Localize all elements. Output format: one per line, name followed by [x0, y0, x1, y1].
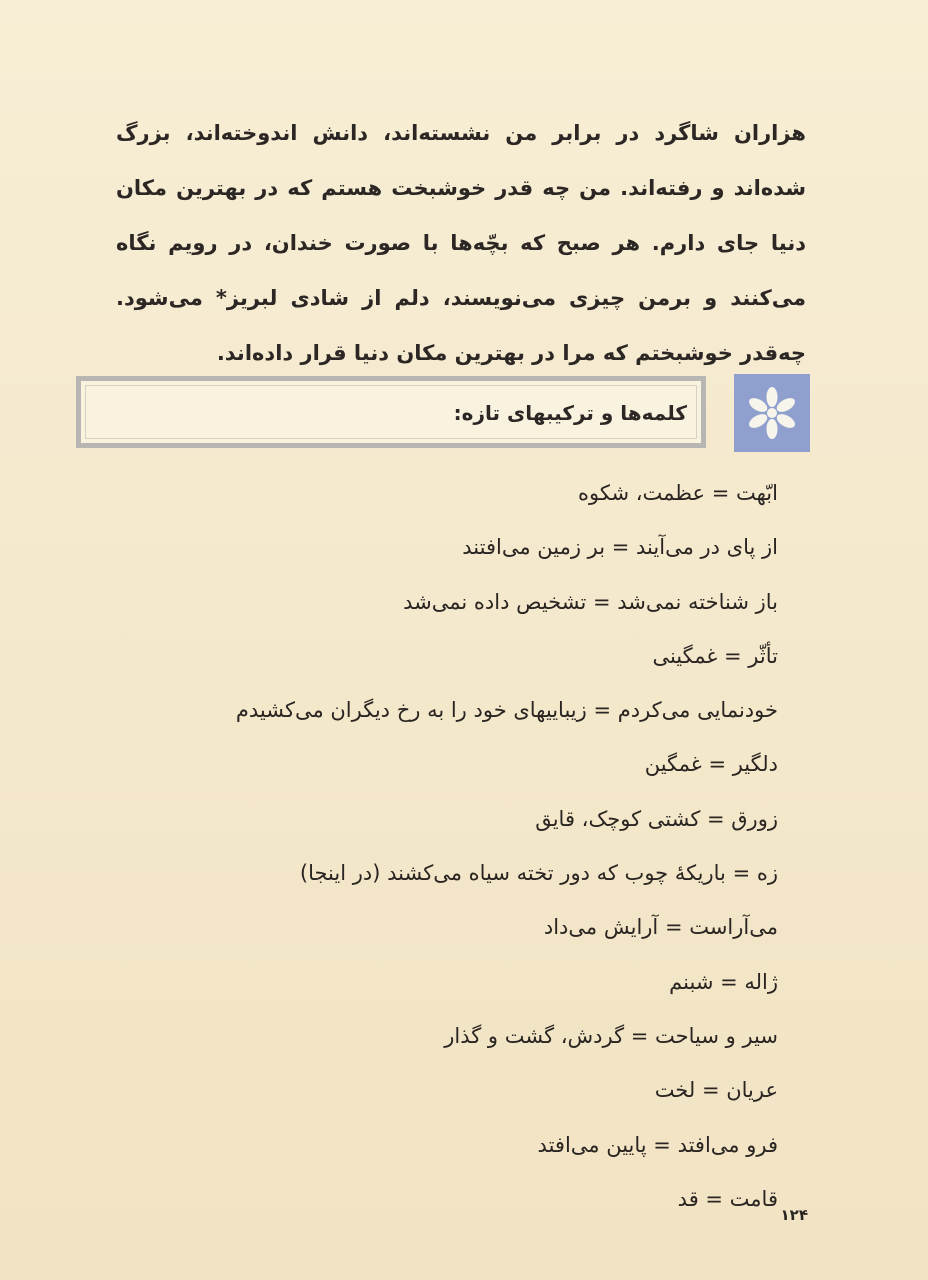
section-title: کلمه‌ها و ترکیبهای تازه:: [453, 401, 687, 425]
vocab-item: ابّهت = عظمت، شکوه: [578, 481, 778, 505]
vocab-item: زورق = کشتی کوچک، قایق: [535, 806, 778, 831]
vocab-item: باز شناخته نمی‌شد = تشخیص داده نمی‌شد: [403, 589, 778, 614]
vocab-item: سیر و سیاحت = گردش، گشت و گذار: [444, 1023, 778, 1048]
vocab-item: ژاله = شبنم: [669, 969, 778, 994]
vocab-item: تأثّر = غمگینی: [652, 643, 778, 668]
vocab-item: قامت = قد: [677, 1186, 778, 1211]
body-paragraph: هزاران شاگرد در برابر من نشسته‌اند، دانش اندوخته‌اند، بزرگ شده‌اند و رفته‌اند. من چه قدر خوشبخت هستم که در بهترین مکان دنیا جای دارم. هر صبح که بچّه‌ها با صورت خندان، در رویم نگاه می‌کنند و برمن چیزی می‌نویسند، دلم از شادی لبریز* می‌شود. چه‌قدر خوشبختم که مرا در بهترین مکان دنیا قرار داده‌اند.: [116, 121, 806, 365]
vocab-item: دلگیر = غمگین: [644, 752, 778, 777]
asterisk-icon: [734, 374, 810, 452]
vocab-item: زه = باریکهٔ چوب که دور تخته سیاه می‌کشند (در اینجا): [299, 861, 778, 886]
page-number: ۱۲۴: [780, 1206, 808, 1224]
header-frame: [76, 376, 706, 448]
vocab-item: خودنمایی می‌کردم = زیباییهای خود را به رخ دیگران می‌کشیدم: [235, 698, 778, 723]
vocab-item: می‌آراست = آرایش می‌داد: [543, 915, 778, 940]
vocab-item: از پای در می‌آیند = بر زمین می‌افتند: [462, 535, 778, 560]
asterisk-glyph: [744, 385, 800, 441]
vocabulary-list: [118, 466, 778, 1226]
vocab-item: فرو می‌افتد = پایین می‌افتد: [537, 1132, 778, 1157]
vocab-item: عریان = لخت: [654, 1078, 778, 1103]
new-words-header: [76, 374, 810, 454]
